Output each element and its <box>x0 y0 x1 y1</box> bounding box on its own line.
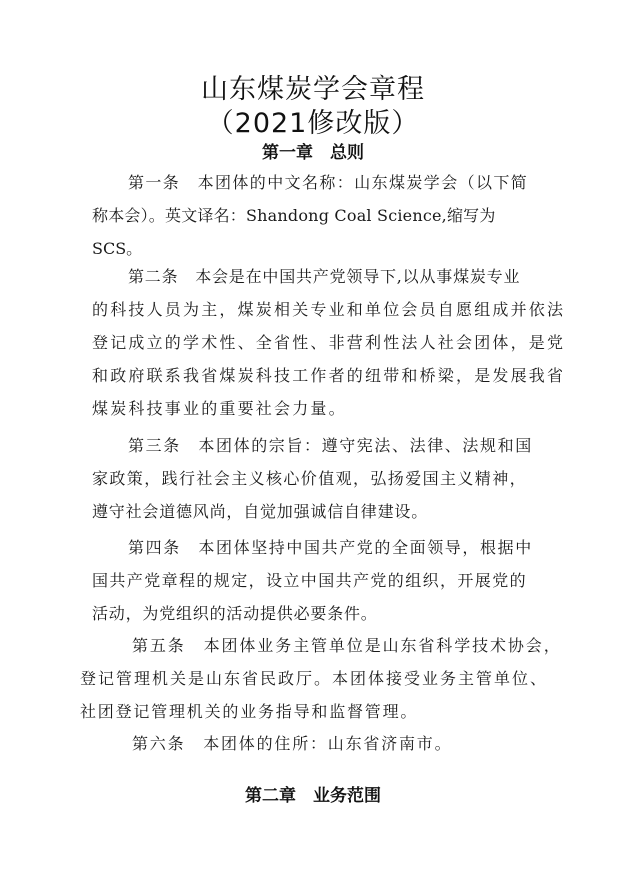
article-4-line-1: 第四条 本团体坚持中国共产党的全面领导，根据中 <box>128 538 533 557</box>
title-line-1: 山东煤炭学会章程 <box>201 74 425 105</box>
article-3-line-2: 家政策，践行社会主义核心价值观，弘扬爱国主义精神， <box>92 469 528 488</box>
article-1-line-2: 称本会）。英文译名：Shandong Coal Science,缩写为 <box>92 206 496 225</box>
article-5-line-2: 登记管理机关是山东省民政厅。本团体接受业务主管单位、 <box>80 669 549 688</box>
article-1-line-1: 第一条 本团体的中文名称：山东煤炭学会（以下简 <box>128 173 529 192</box>
article-2-line-2: 的科技人员为主，煤炭相关专业和单位会员自愿组成并依法 <box>92 300 566 319</box>
article-2-line-4: 和政府联系我省煤炭科技工作者的纽带和桥梁，是发展我省 <box>92 366 566 385</box>
chapter-2-heading: 第二章 业务范围 <box>245 786 381 806</box>
article-3-line-1: 第三条 本团体的宗旨：遵守宪法、法律、法规和国 <box>128 436 533 455</box>
article-2-line-3: 登记成立的学术性、全省性、非营利性法人社会团体，是党 <box>92 333 566 352</box>
article-1-line-3: SCS。 <box>92 239 143 258</box>
article-5-line-1: 第五条 本团体业务主管单位是山东省科学技术协会， <box>132 636 562 655</box>
article-4-line-3: 活动，为党组织的活动提供必要条件。 <box>92 604 378 623</box>
article-6-line-1: 第六条 本团体的住所：山东省济南市。 <box>132 734 453 753</box>
title-line-2: （2021修改版） <box>206 108 420 139</box>
article-3-line-3: 遵守社会道德风尚，自觉加强诚信自律建设。 <box>92 502 429 521</box>
article-2-line-5: 煤炭科技事业的重要社会力量。 <box>92 399 347 418</box>
article-2-line-1: 第二条 本会是在中国共产党领导下,以从事煤炭专业 <box>128 267 521 286</box>
article-4-line-2: 国共产党章程的规定，设立中国共产党的组织，开展党的 <box>92 571 528 590</box>
article-5-line-3: 社团登记管理机关的业务指导和监督管理。 <box>80 702 419 721</box>
chapter-1-heading: 第一章 总则 <box>262 143 364 163</box>
